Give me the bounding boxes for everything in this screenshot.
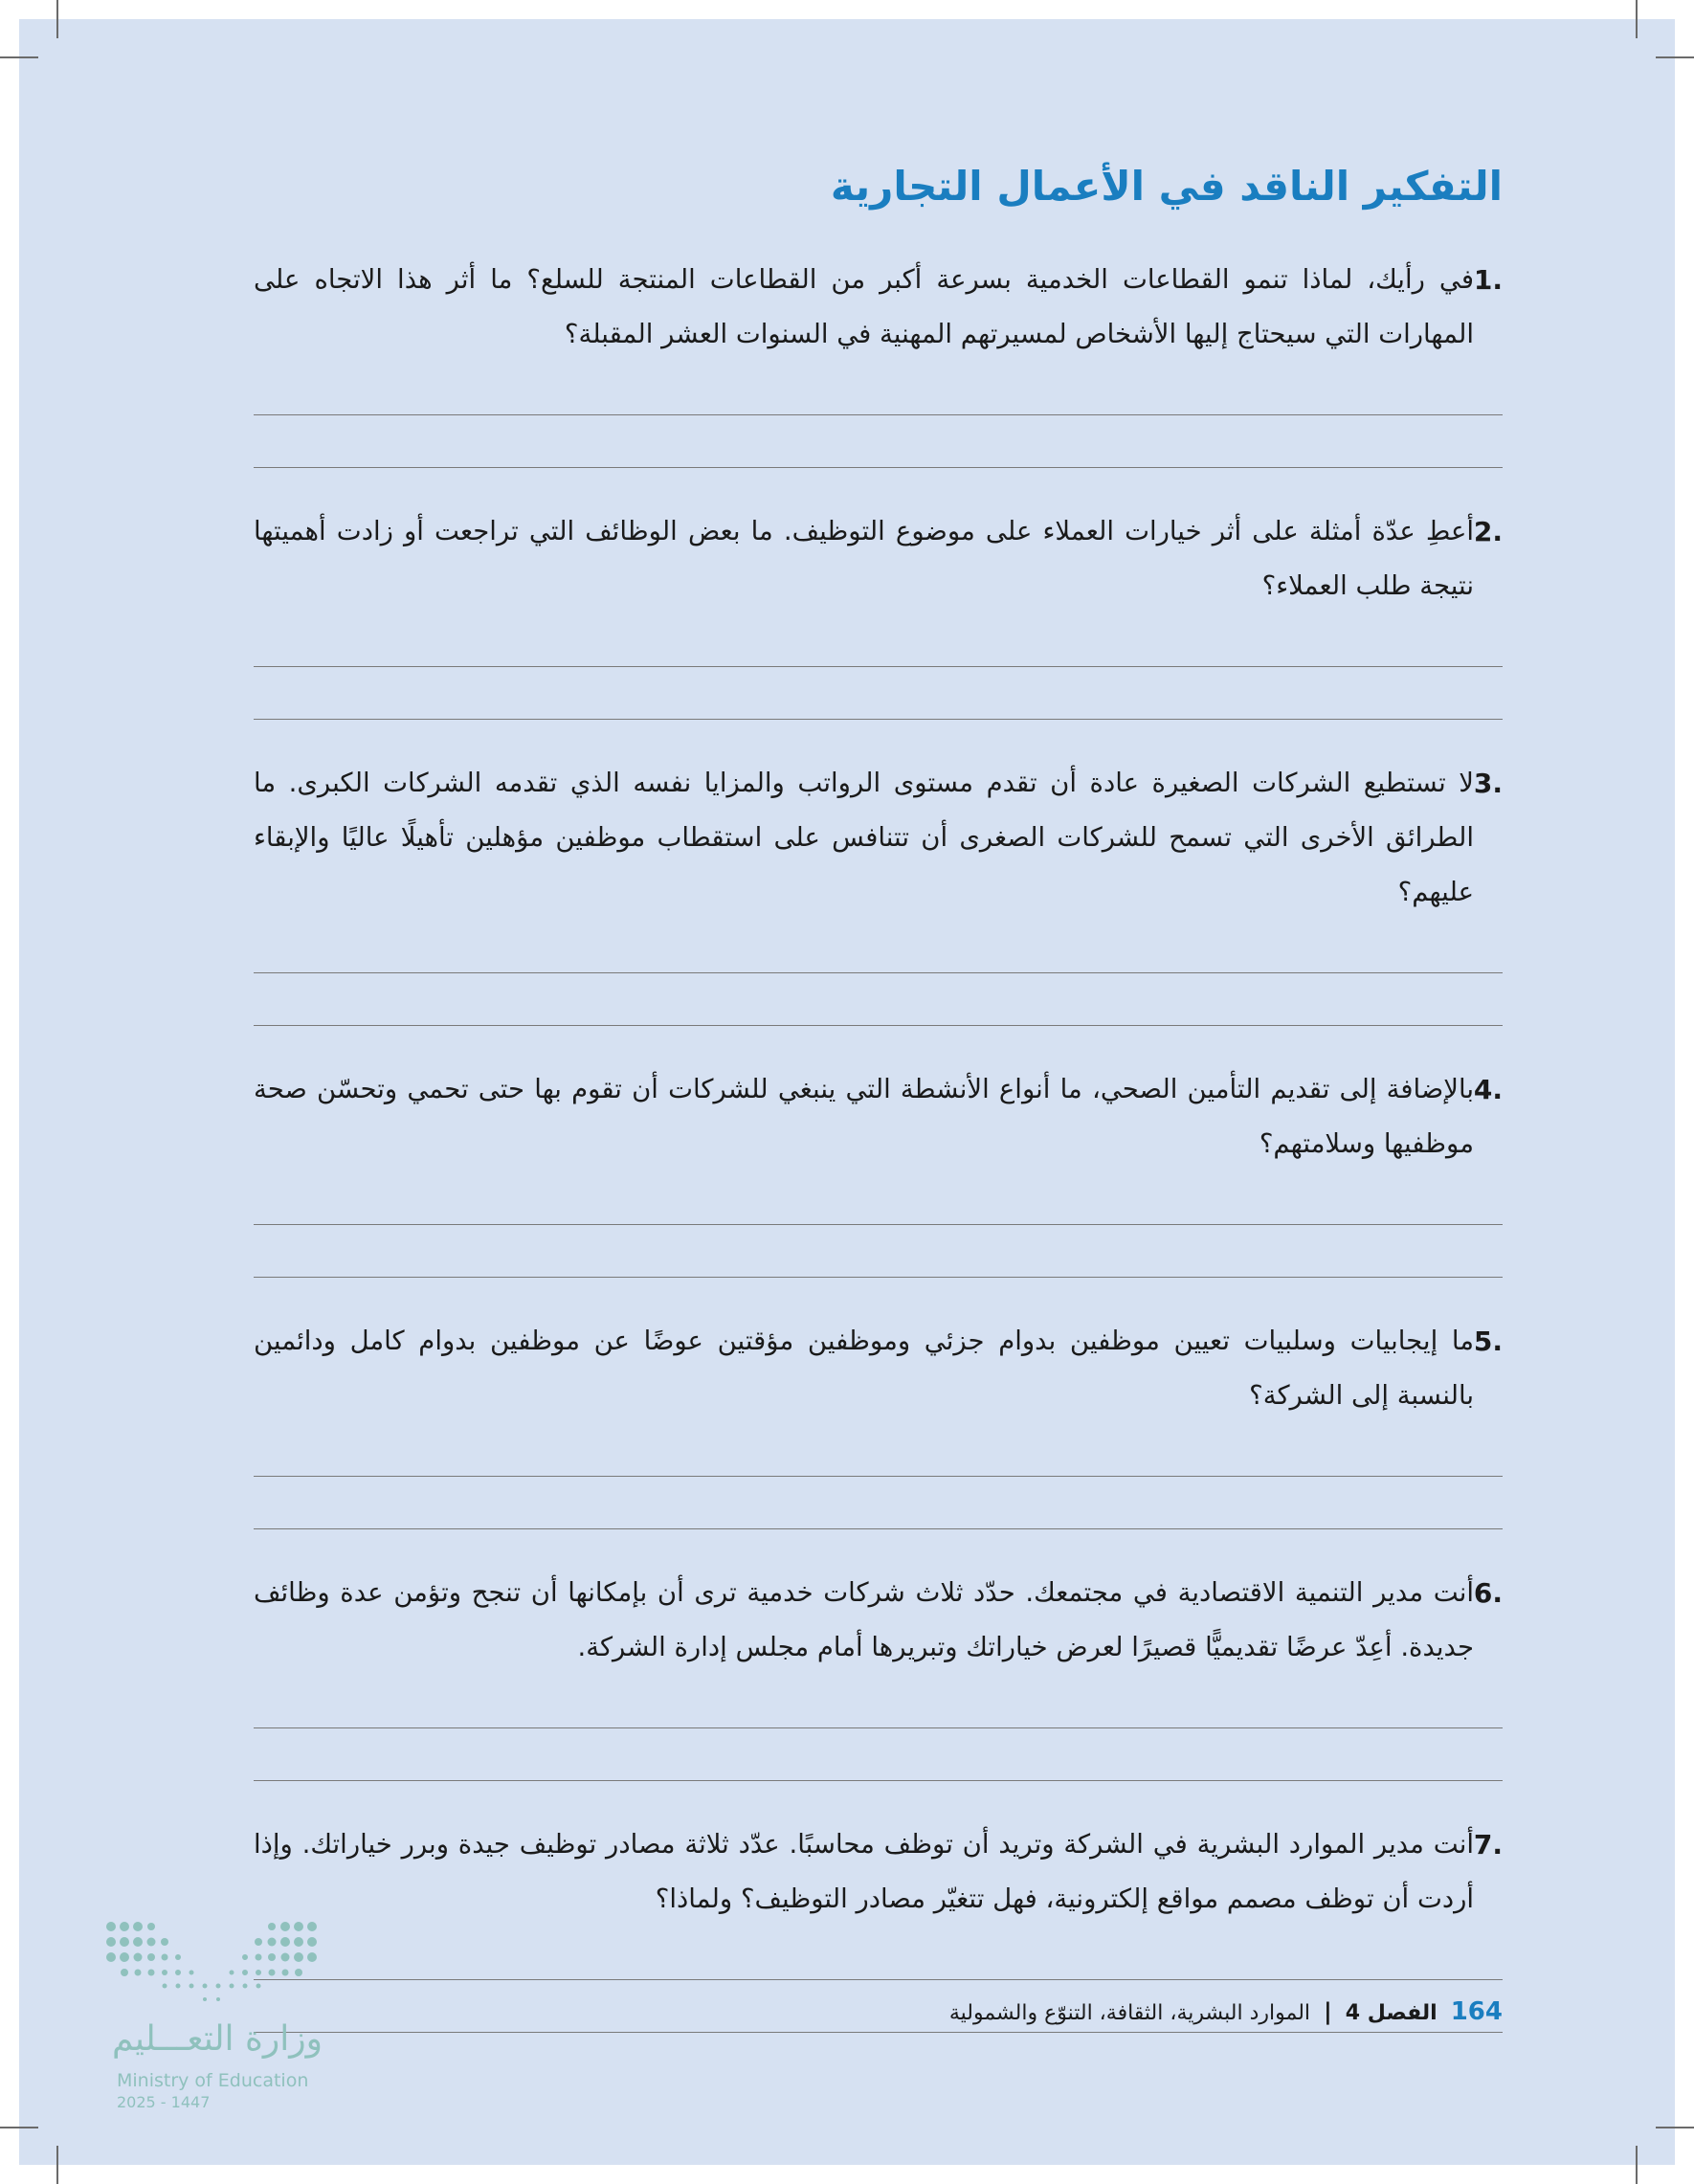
answer-line[interactable] [254,1476,1503,1477]
logo-dots-icon [98,1919,327,2015]
answer-line[interactable] [254,972,1503,973]
question-number: 2. [1473,516,1503,547]
crop-mark [1636,2146,1638,2184]
document-page [19,19,1675,2165]
logo-english-text: Ministry of Education [117,2070,309,2091]
question-item [254,1314,1503,1529]
answer-line[interactable] [254,719,1503,720]
logo-year-text: 2025 - 1447 [117,2093,211,2111]
question-item [254,756,1503,1026]
question-item [254,253,1503,468]
page-number: 164 [1450,1997,1503,2026]
question-text: أنت مدير التنمية الاقتصادية في مجتمعك. حدّد ثلاث شركات خدمية ترى أن بإمكانها أن تنجح وتؤمن عدة وظائف جديدة. أعِدّ عرضًا تقديميًّا قصيرًا لعرض خياراتك وتبريرها أمام مجلس إدارة الشركة. [254,1577,1474,1662]
questions-list [254,253,1503,2069]
question-number: 4. [1473,1074,1503,1105]
question-item [254,1566,1503,1781]
question-item [254,1062,1503,1278]
crop-mark [56,2146,58,2184]
crop-mark [1636,0,1638,38]
question-text: بالإضافة إلى تقديم التأمين الصحي، ما أنواع الأنشطة التي ينبغي للشركات أن تقوم بها حتى تحمي وتحسّن صحة موظفيها وسلامتهم؟ [254,1074,1474,1159]
question-text: أعطِ عدّة أمثلة على أثر خيارات العملاء على موضوع التوظيف. ما بعض الوظائف التي تراجعت أو زادت أهميتها نتيجة طلب العملاء؟ [254,516,1474,601]
answer-line[interactable] [254,414,1503,415]
question-number: 1. [1473,264,1503,296]
ministry-logo [98,1919,346,2110]
answer-line[interactable] [254,1224,1503,1225]
chapter-label: الفصل 4 [1345,2001,1438,2025]
answer-line[interactable] [254,467,1503,468]
answer-line[interactable] [254,1727,1503,1728]
answer-line[interactable] [254,2032,1503,2033]
crop-mark [56,0,58,38]
crop-mark [1656,2127,1694,2128]
answer-line[interactable] [254,1277,1503,1278]
crop-mark [0,56,38,58]
footer-separator: | [1324,1998,1332,2025]
crop-mark [1656,56,1694,58]
question-number: 6. [1473,1577,1503,1609]
answer-line[interactable] [254,1528,1503,1529]
question-number: 7. [1473,1829,1503,1861]
chapter-title: الموارد البشرية، الثقافة، التنوّع والشمولية [948,2001,1311,2025]
question-item [254,504,1503,720]
question-number: 5. [1473,1326,1503,1357]
answer-line[interactable] [254,666,1503,667]
crop-mark [0,2127,38,2128]
question-text: في رأيك، لماذا تنمو القطاعات الخدمية بسرعة أكبر من القطاعات المنتجة للسلع؟ ما أثر هذا الاتجاه على المهارات التي سيحتاج إليها الأشخاص لمسيرتهم المهنية في السنوات العشر المقبلة؟ [254,264,1474,349]
question-number: 3. [1473,768,1503,799]
section-title: التفكير الناقد في الأعمال التجارية [830,163,1503,210]
question-text: أنت مدير الموارد البشرية في الشركة وتريد أن توظف محاسبًا. عدّد ثلاثة مصادر توظيف جيدة وبرر خياراتك. وإذا أردت أن توظف مصمم مواقع إلكترونية، فهل تتغيّر مصادر التوظيف؟ ولماذا؟ [254,1829,1474,1914]
answer-line[interactable] [254,1780,1503,1781]
answer-line[interactable] [254,1025,1503,1026]
answer-line[interactable] [254,1979,1503,1980]
question-text: ما إيجابيات وسلبيات تعيين موظفين بدوام جزئي وموظفين مؤقتين عوضًا عن موظفين بدوام كامل ودائمين بالنسبة إلى الشركة؟ [254,1326,1474,1411]
question-text: لا تستطيع الشركات الصغيرة عادة أن تقدم مستوى الرواتب والمزايا نفسه الذي تقدمه الشركات الكبرى. ما الطرائق الأخرى التي تسمح للشركات الصغرى أن تتنافس على استقطاب موظفين مؤهلين تأهيلًا عاليًا والإبقاء عليهم؟ [254,768,1474,907]
logo-arabic-text: وزارة التعـــليم [111,2019,323,2059]
page-footer [949,1997,1503,2026]
